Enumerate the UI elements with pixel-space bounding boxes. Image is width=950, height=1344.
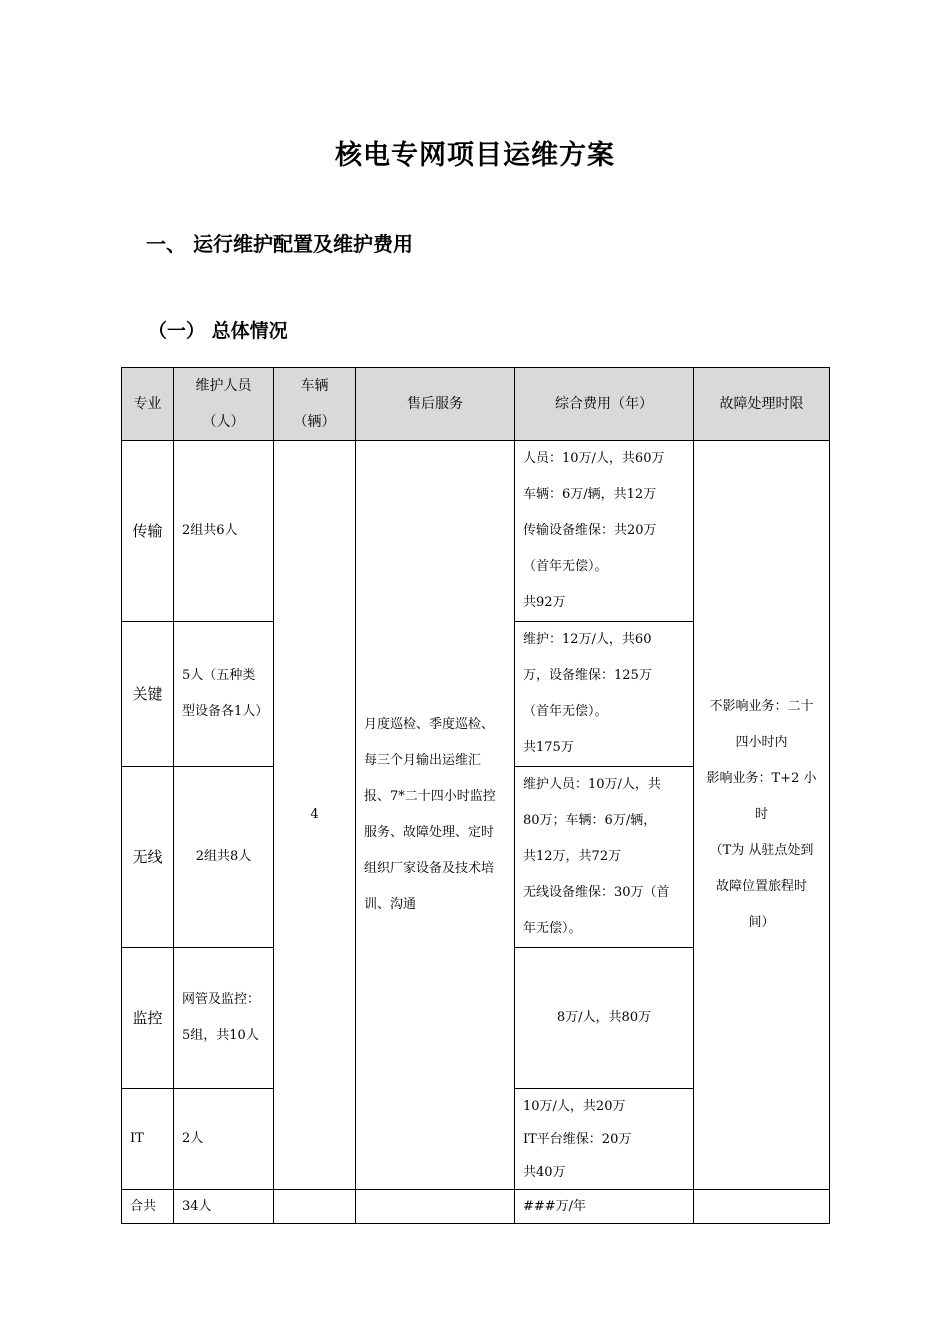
cost-line: 共92万	[523, 595, 566, 610]
staff-cell: 网管及监控：5组，共10人	[174, 948, 274, 1089]
profession-cell: IT	[122, 1089, 174, 1190]
table-header-row	[122, 368, 830, 441]
header-profession: 专业	[122, 368, 174, 441]
header-cost: 综合费用（年）	[515, 368, 694, 441]
header-vehicles	[274, 368, 356, 441]
header-staff-line2: （人）	[202, 414, 245, 430]
cost-line: 10万/人，共20万	[523, 1098, 626, 1114]
cost-line: 维护：12万/人，共60	[523, 632, 652, 647]
cost-cell	[515, 622, 694, 767]
fault-time-cell	[694, 441, 830, 1190]
cost-line: 年无偿）。	[523, 921, 582, 936]
fault-time-line: 四小时内	[735, 735, 788, 750]
header-vehicles-line2: （辆）	[293, 414, 336, 430]
total-staff-cell: 34人	[174, 1190, 274, 1224]
staff-cell: 2人	[174, 1089, 274, 1190]
total-cost-cell: ###万/年	[515, 1190, 694, 1224]
vehicles-cell: 4	[274, 441, 356, 1190]
table-total-row	[122, 1190, 830, 1224]
total-fault-time-cell	[694, 1190, 830, 1224]
cost-line: 80万；车辆：6万/辆，	[523, 813, 657, 828]
cost-line: 车辆：6万/辆，共12万	[523, 487, 657, 502]
total-after-sales-cell	[356, 1190, 515, 1224]
cost-line: 维护人员：10万/人，共	[523, 777, 661, 792]
cost-line: 8万/人，共80万	[556, 1010, 652, 1025]
total-label-cell: 合共	[122, 1190, 174, 1224]
header-staff-line1: 维护人员	[195, 378, 252, 394]
profession-cell: 无线	[122, 767, 174, 948]
cost-cell	[515, 1089, 694, 1190]
after-sales-cell: 月度巡检、季度巡检、每三个月输出运维汇报、7*二十四小时监控服务、故障处理、定时组织厂家设备及技术培训、沟通	[356, 441, 515, 1190]
profession-cell: 关键	[122, 622, 174, 767]
header-fault-time: 故障处理时限	[694, 368, 830, 441]
maintenance-overview-table	[121, 367, 830, 1224]
total-vehicles-cell	[274, 1190, 356, 1224]
cost-line: 人员：10万/人，共60万	[523, 451, 665, 466]
fault-time-line: （T为 从驻点处到	[709, 843, 814, 858]
section-heading: 一、 运行维护配置及维护费用	[146, 232, 413, 256]
cost-cell	[515, 441, 694, 622]
fault-time-line: 故障位置旅程时	[715, 879, 807, 894]
cost-line: 共12万，共72万	[523, 849, 622, 864]
header-staff	[174, 368, 274, 441]
profession-cell: 监控	[122, 948, 174, 1089]
subsection-heading: （一） 总体情况	[148, 320, 288, 342]
fault-time-line: 不影响业务：二十	[709, 699, 814, 714]
fault-time-line: 时	[754, 807, 768, 822]
cost-line: 万，设备维保：125万	[523, 668, 652, 683]
staff-cell: 2组共8人	[174, 767, 274, 948]
profession-cell: 传输	[122, 441, 174, 622]
cost-line: IT平台维保：20万	[523, 1131, 632, 1147]
cost-line: （首年无偿）。	[523, 704, 608, 719]
fault-time-line: 影响业务：T+2 小	[706, 771, 817, 786]
cost-line: 共40万	[523, 1164, 566, 1180]
staff-cell: 2组共6人	[174, 441, 274, 622]
cost-line: 共175万	[523, 740, 574, 755]
document-title: 核电专网项目运维方案	[335, 140, 615, 171]
table-row	[122, 441, 830, 622]
cost-line: 传输设备维保：共20万	[523, 523, 657, 538]
staff-cell: 5人（五种类型设备各1人）	[174, 622, 274, 767]
header-vehicles-line1: 车辆	[300, 378, 329, 394]
cost-line: 无线设备维保：30万（首	[523, 885, 670, 900]
cost-cell	[515, 767, 694, 948]
header-after-sales: 售后服务	[356, 368, 515, 441]
cost-cell	[515, 948, 694, 1089]
fault-time-line: 间）	[748, 915, 775, 930]
cost-line: （首年无偿）。	[523, 559, 608, 574]
